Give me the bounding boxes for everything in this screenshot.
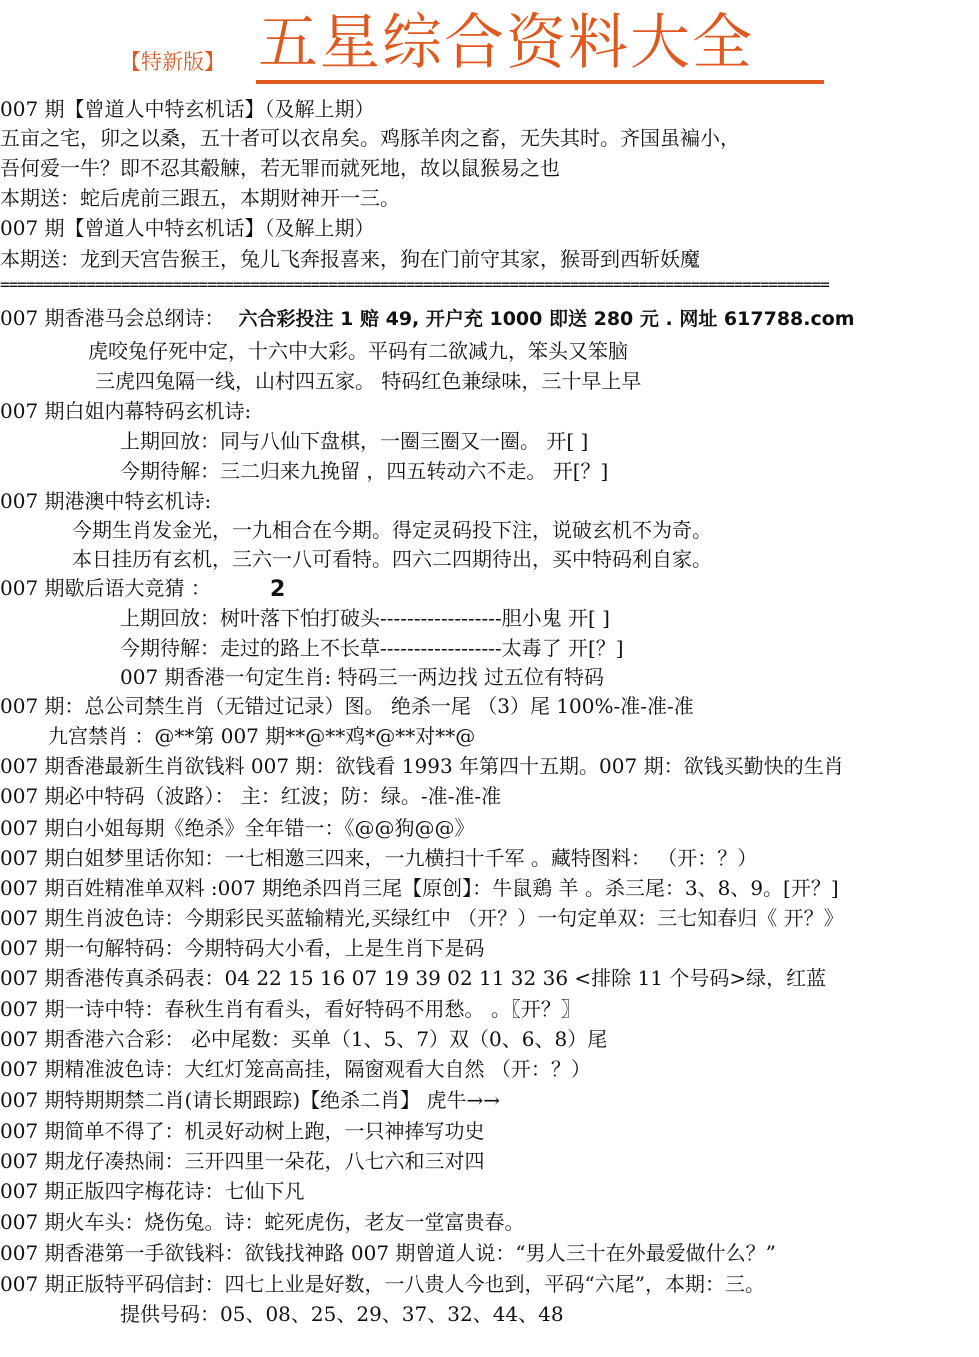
text-line: [0, 305, 855, 331]
text-line: 007 期正版四字梅花诗：七仙下凡: [0, 1179, 305, 1203]
text-line: 本期送：蛇后虎前三跟五，本期财神开一三。: [0, 186, 400, 210]
text-line: 007 期白姐内幕特码玄机诗:: [0, 399, 252, 423]
text-line: 今期待解：走过的路上不长草------------------太毒了 开[？]: [120, 636, 624, 660]
text-line: 007 期【曾道人中特玄机话】（及解上期）: [0, 216, 375, 240]
text-line: 今期生肖发金光，一九相合在今期。得定灵码投下注，说破玄机不为奇。: [72, 518, 712, 542]
text-line: 九宫禁肖 ：@**第 007 期**@**鸡*@**对**@: [48, 724, 476, 748]
text-line: 三虎四兔隔一线，山村四五家。 特码红色兼绿味，三十早上早: [95, 369, 642, 393]
text-line: 虎咬兔仔死中定，十六中大彩。平码有二欲减九，笨头又笨脑: [88, 339, 628, 363]
title-underline: [256, 80, 824, 84]
ad-text: 六合彩投注 1 赔 49, 开户充 1000 即送 280 元 . 网址 617788.com: [238, 308, 855, 330]
text-line: 五亩之宅，卯之以桑，五十者可以衣帛矣。鸡豚羊肉之畜，无失其时。齐国虽褊小，: [0, 126, 740, 150]
text-line: 007 期香港一句定生肖: 特码三一两边找 过五位有特码: [120, 665, 604, 689]
text-line: 007 期香港六合彩： 必中尾数：买单（1、5、7）双（0、6、8）尾: [0, 1027, 608, 1051]
text-line: 今期待解：三二归来九挽留 ，四五转动六不走。 开[？]: [120, 459, 609, 483]
poem-heading: 007 期香港马会总纲诗：: [0, 306, 225, 330]
text-line: 007 期一句解特码：今期特码大小看，上是生肖下是码: [0, 936, 485, 960]
text-line: 007 期正版特平码信封：四七上业是好数，一八贵人今也到，平码“六尾”，本期：三。: [0, 1272, 765, 1296]
text-line: 007 期精准波色诗：大红灯笼高高挂，隔窗观看大自然 （开：？）: [0, 1057, 591, 1081]
stray-mark: 2: [270, 577, 286, 602]
text-line: 007 期歇后语大竞猜 ：: [0, 576, 211, 600]
header: [0, 0, 979, 96]
text-line: 007 期【曾道人中特玄机话】（及解上期）: [0, 97, 375, 121]
edition-label: 【特新版】: [120, 50, 225, 74]
text-line: 007 期特期期禁二肖(请长期跟踪)【绝杀二肖】 虎牛→→: [0, 1088, 501, 1112]
text-line: 007 期：总公司禁生肖（无错过记录）图。 绝杀一尾 （3）尾 100%-准-准-准: [0, 694, 694, 718]
text-line: 本日挂历有玄机，三六一八可看特。四六二四期待出，买中特码利自家。: [72, 547, 712, 571]
text-line: 007 期港澳中特玄机诗:: [0, 489, 212, 513]
text-line: 007 期百姓精准单双料 :007 期绝杀四肖三尾【原创】：牛鼠鶏 羊 。杀三尾：3、8、9。[开？]: [0, 876, 839, 900]
divider: ================================================================================================: [0, 280, 829, 290]
text-line: 上期回放：树叶落下怕打破头------------------胆小鬼 开[ ]: [120, 606, 610, 630]
text-line: 上期回放：同与八仙下盘棋，一圈三圈又一圈。 开[ ]: [120, 429, 589, 453]
text-line: 吾何爱一牛？即不忍其觳觫，若无罪而就死地，故以鼠猴易之也: [0, 156, 560, 180]
text-line: 007 期必中特码（波路）： 主：红波；防：绿。-准-准-准: [0, 784, 502, 808]
page-title: 五星综合资料大全: [258, 8, 754, 78]
text-line: 本期送：龙到天宫告猴王，兔儿飞奔报喜来，狗在门前守其家，猴哥到西斩妖魔: [0, 247, 700, 271]
text-line: 007 期龙仔凑热闹：三开四里一朵花，八七六和三对四: [0, 1149, 485, 1173]
text-line: 007 期香港传真杀码表：04 22 15 16 07 19 39 02 11 32 36 <排除 11 个号码>绿，红蓝: [0, 966, 827, 990]
text-line: 007 期白小姐每期《绝杀》全年错一：《@@狗@@》: [0, 816, 475, 840]
text-line: 007 期一诗中特：春秋生肖有看头，看好特码不用愁。 。〖开？〗: [0, 997, 581, 1021]
text-line: 007 期火车头：烧伤兔。诗：蛇死虎伤，老友一堂富贵春。: [0, 1210, 525, 1234]
text-line: 提供号码：05、08、25、29、37、32、44、48: [120, 1302, 564, 1326]
text-line: 007 期香港最新生肖欲钱料 007 期：欲钱看 1993 年第四十五期。007 期：欲钱买勤快的生肖: [0, 754, 844, 778]
text-line: 007 期生肖波色诗：今期彩民买蓝输精光,买绿红中 （开？）一句定单双：三七知春归《 开？》: [0, 906, 844, 930]
text-line: 007 期白姐梦里话你知：一七相邀三四来，一九横扫十千军 。藏特图料： （开：？）: [0, 846, 758, 870]
text-line: 007 期简单不得了：机灵好动树上跑，一只神捧写功史: [0, 1119, 485, 1143]
text-line: 007 期香港第一手欲钱料：欲钱找神路 007 期曾道人说：“男人三十在外最爱做什么？”: [0, 1241, 776, 1265]
